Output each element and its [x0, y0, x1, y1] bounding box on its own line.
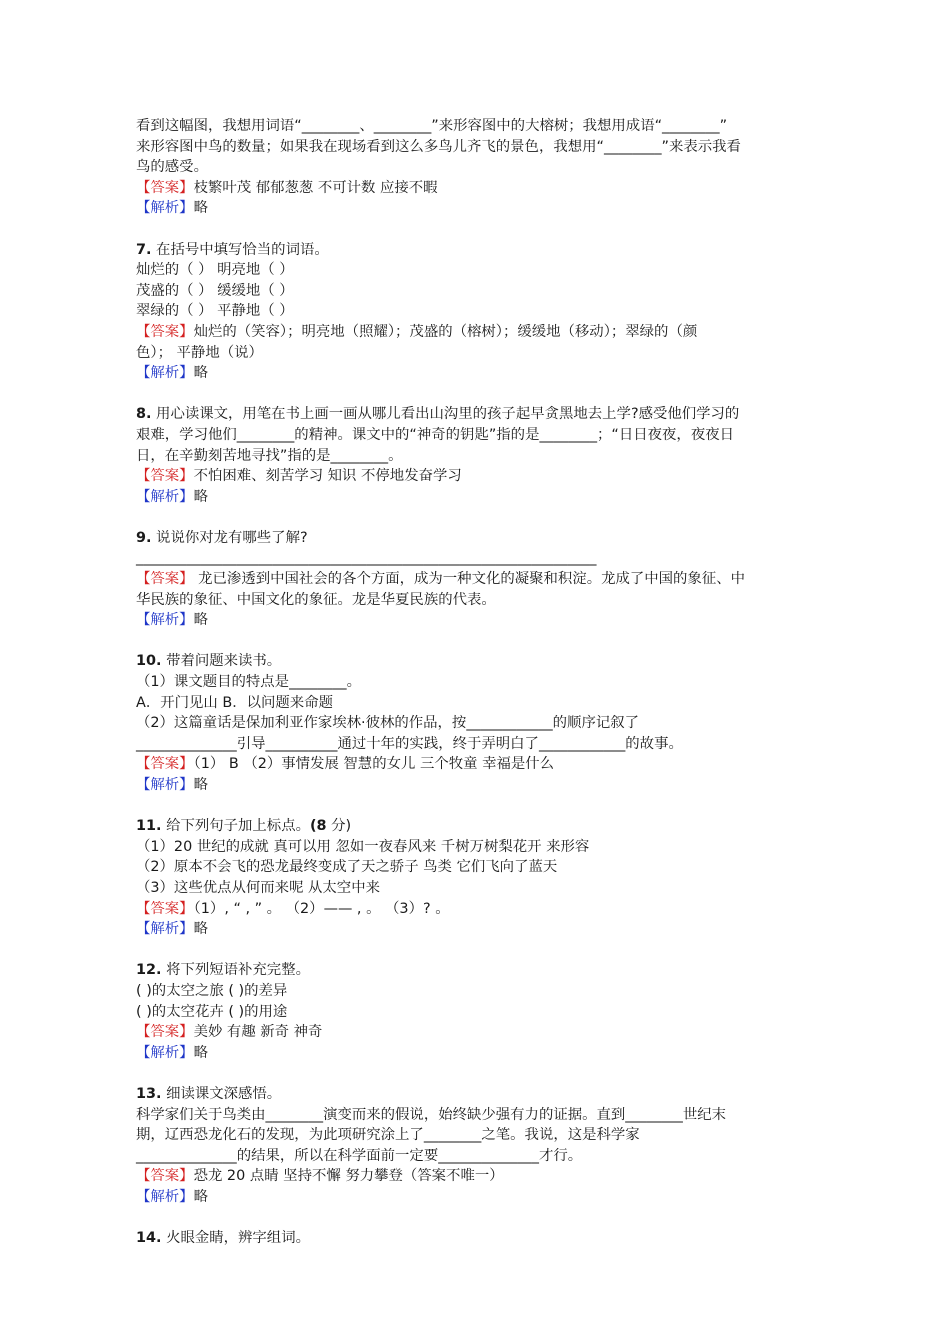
- analysis-text: 略: [193, 777, 208, 793]
- answer-tag: 【答案】: [136, 756, 194, 773]
- answer-text: （1）, “ , ” 。 （2）—— , 。 （3）? 。: [193, 900, 450, 917]
- analysis-tag: 【解析】: [136, 365, 194, 382]
- analysis-line: [136, 919, 816, 940]
- question-prompt: 将下列短语补充完整。: [161, 962, 310, 979]
- answer-blank: ________________________________________________________________: [136, 550, 597, 567]
- answer-line: [136, 754, 816, 775]
- question-number: 8.: [136, 406, 152, 423]
- question-8: [136, 404, 816, 507]
- answer-line: [136, 1166, 816, 1187]
- analysis-line: [136, 1187, 816, 1208]
- question-number: 12.: [136, 962, 162, 979]
- question-7: [136, 240, 816, 384]
- analysis-text: 略: [193, 200, 208, 217]
- question-text: （3）这些优点从何而来呢 从太空中来: [136, 879, 380, 896]
- question-prompt: 火眼金睛，辨字组词。: [161, 1230, 310, 1247]
- analysis-text: 略: [193, 1044, 208, 1061]
- answer-text: （1） B （2）事情发展 智慧的女儿 三个牧童 幸福是什么: [193, 756, 555, 773]
- question-score-unit: 分): [326, 818, 352, 835]
- spacer: [136, 796, 816, 817]
- analysis-line: [136, 198, 816, 219]
- question-text: 用心读课文，用笔在书上画一画从哪儿看出山沟里的孩子起早贪黑地去上学?感受他们学习的: [151, 406, 740, 423]
- answer-text: 龙已渗透到中国社会的各个方面，成为一种文化的凝聚和积淀。龙成了中国的象征、中: [193, 571, 745, 588]
- question-13: [136, 1084, 816, 1208]
- analysis-text: 略: [193, 488, 208, 505]
- question-text: ______________的结果，所以在科学面前一定要______________才行。: [136, 1147, 583, 1164]
- question-text: （2）原本不会飞的恐龙最终变成了天之骄子 鸟类 它们飞向了蓝天: [136, 859, 558, 876]
- question-text: 翠绿的（ ） 平静地（ ）: [136, 303, 294, 320]
- question-prompt: 说说你对龙有哪些了解?: [151, 529, 308, 546]
- question-11: [136, 816, 816, 940]
- answer-line: [136, 466, 816, 487]
- answer-text: 不怕困难、刻苦学习 知识 不停地发奋学习: [193, 468, 462, 485]
- question-text: ______________引导__________通过十年的实践，终于弄明白了____________的故事。: [136, 735, 683, 752]
- answer-text: 色）； 平静地（说）: [136, 344, 263, 361]
- answer-tag: 【答案】: [136, 179, 194, 196]
- answer-text: 华民族的象征、中国文化的象征。龙是华夏民族的代表。: [136, 591, 496, 608]
- question-text: 期，辽西恐龙化石的发现，为此项研究涂上了________之笔。我说，这是科学家: [136, 1127, 640, 1144]
- question-14: [136, 1228, 816, 1249]
- question-10: [136, 651, 816, 795]
- analysis-text: 略: [193, 1188, 208, 1205]
- question-text: A．开门见山 B．以问题来命题: [136, 694, 333, 711]
- answer-line: [136, 899, 816, 920]
- question-text: （1）课文题目的特点是________。: [136, 674, 362, 691]
- answer-tag: 【答案】: [136, 900, 194, 917]
- question-prompt: 细读课文深感悟。: [161, 1085, 282, 1102]
- question-text: 来形容图中鸟的数量；如果我在现场看到这么多鸟儿齐飞的景色，我想用“________”来表示我看: [136, 138, 741, 155]
- question-heading: [136, 528, 816, 549]
- spacer: [136, 631, 816, 652]
- question-text: ( )的太空花卉 ( )的用途: [136, 1003, 288, 1020]
- question-heading: [136, 816, 816, 837]
- analysis-line: [136, 487, 816, 508]
- question-score: (8: [309, 818, 327, 835]
- analysis-text: 略: [193, 921, 208, 938]
- spacer: [136, 940, 816, 961]
- question-number: 13.: [136, 1085, 162, 1102]
- question-text: 鸟的感受。: [136, 159, 208, 176]
- analysis-tag: 【解析】: [136, 200, 194, 217]
- spacer: [136, 384, 816, 405]
- question-text: （2）这篇童话是保加利亚作家埃林·彼林的作品，按____________的顺序记叙了: [136, 715, 640, 732]
- question-text: 茂盛的（ ） 缓缓地（ ）: [136, 282, 294, 299]
- analysis-tag: 【解析】: [136, 1044, 194, 1061]
- question-number: 14.: [136, 1230, 162, 1247]
- analysis-tag: 【解析】: [136, 612, 194, 629]
- question-text: （1）20 世纪的成就 真可以用 忽如一夜春风来 千树万树梨花开 来形容: [136, 838, 590, 855]
- analysis-tag: 【解析】: [136, 488, 194, 505]
- answer-line: [136, 322, 816, 343]
- analysis-text: 略: [193, 612, 208, 629]
- question-number: 11.: [136, 818, 162, 835]
- answer-tag: 【答案】: [136, 323, 194, 340]
- question-9: [136, 528, 816, 631]
- answer-tag: 【答案】: [136, 1024, 194, 1041]
- analysis-text: 略: [193, 365, 208, 382]
- question-6: [136, 116, 816, 219]
- answer-line: [136, 178, 816, 199]
- spacer: [136, 219, 816, 240]
- question-text: 看到这幅图，我想用词语“________、________”来形容图中的大榕树；我想用成语“________”: [136, 118, 728, 134]
- question-prompt: 在括号中填写恰当的词语。: [151, 241, 329, 258]
- question-heading: [136, 1084, 816, 1105]
- analysis-tag: 【解析】: [136, 921, 194, 938]
- answer-text: 枝繁叶茂 郁郁葱葱 不可计数 应接不暇: [193, 179, 438, 196]
- question-text: 科学家们关于鸟类由________演变而来的假说，始终缺少强有力的证据。直到________世纪末: [136, 1106, 727, 1123]
- question-heading: [136, 1228, 816, 1249]
- spacer: [136, 507, 816, 528]
- answer-tag: 【答案】: [136, 1168, 194, 1185]
- answer-line: [136, 569, 816, 590]
- answer-tag: 【答案】: [136, 468, 194, 485]
- spacer: [136, 1063, 816, 1084]
- question-heading: [136, 960, 816, 981]
- answer-tag: 【答案】: [136, 571, 194, 588]
- spacer: [136, 1207, 816, 1228]
- analysis-tag: 【解析】: [136, 1188, 194, 1205]
- analysis-line: [136, 1043, 816, 1064]
- question-number: 9.: [136, 529, 152, 546]
- question-prompt: 带着问题来读书。: [161, 653, 282, 670]
- answer-text: 美妙 有趣 新奇 神奇: [193, 1024, 323, 1041]
- document-page: [136, 116, 816, 1249]
- answer-text: 灿烂的（笑容）；明亮地（照耀）；茂盛的（榕树）；缓缓地（移动）；翠绿的（颜: [193, 323, 698, 340]
- answer-text: 恐龙 20 点睛 坚持不懈 努力攀登（答案不唯一）: [193, 1168, 504, 1185]
- question-12: [136, 960, 816, 1063]
- analysis-line: [136, 610, 816, 631]
- question-heading: [136, 651, 816, 672]
- question-heading: [136, 240, 816, 261]
- question-number: 7.: [136, 241, 152, 258]
- question-text: 艰难，学习他们________的精神。课文中的“神奇的钥匙”指的是________；“日日夜夜，夜夜日: [136, 426, 734, 443]
- analysis-line: [136, 775, 816, 796]
- question-text: 灿烂的（ ） 明亮地（ ）: [136, 262, 294, 279]
- question-number: 10.: [136, 653, 162, 670]
- question-prompt: 给下列句子加上标点。: [161, 818, 310, 835]
- question-text: 日，在辛勤刻苦地寻找”指的是________。: [136, 447, 403, 464]
- question-text: ( )的太空之旅 ( )的差异: [136, 982, 288, 999]
- answer-line: [136, 1022, 816, 1043]
- analysis-line: [136, 363, 816, 384]
- question-heading: [136, 404, 816, 425]
- analysis-tag: 【解析】: [136, 777, 194, 793]
